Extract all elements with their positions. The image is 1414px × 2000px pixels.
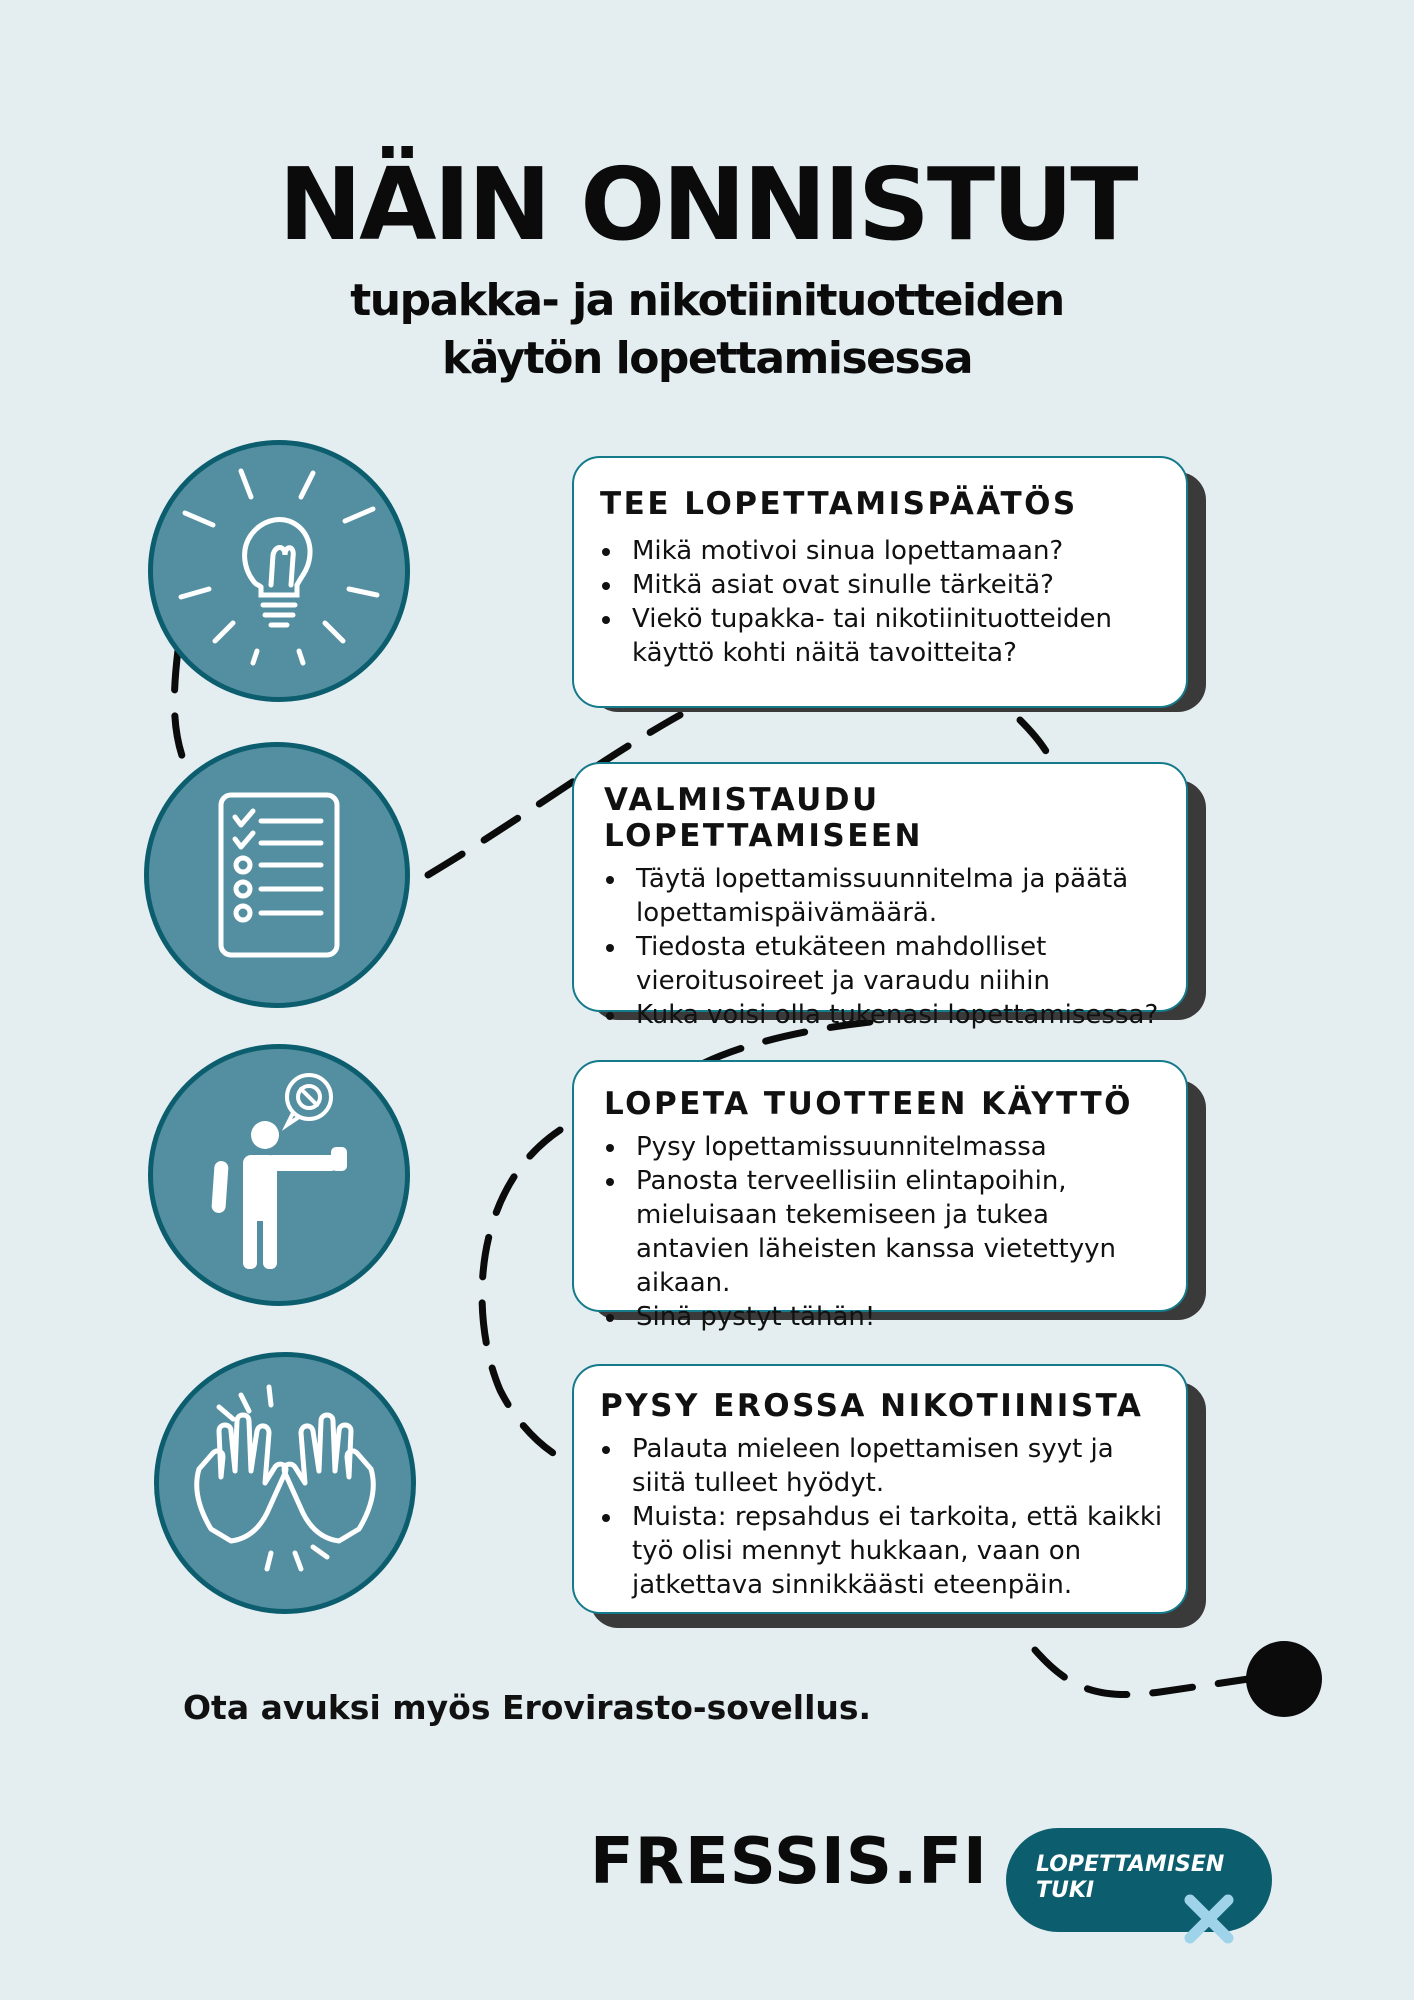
step-3-circle <box>148 1044 410 1306</box>
step-4-heading: PYSY EROSSA NIKOTIINISTA <box>600 1388 1144 1424</box>
page-title: NÄIN ONNISTUT <box>278 146 1136 263</box>
fressis-logo[interactable]: FRESSIS.FI <box>590 1825 988 1899</box>
step-2-card <box>572 762 1188 1030</box>
step-2-bullet-3: • Kuka voisi olla tukenasi lopettamisessa? <box>628 998 1162 1032</box>
step-3-bullet-2: • Panosta terveellisiin elintapoihin, mieluisaan tekemiseen ja tukea antavien läheisten kanssa vietettyyn aikaan. <box>628 1164 1168 1300</box>
person-refusing-icon <box>153 1049 405 1301</box>
step-4-card <box>572 1364 1188 1614</box>
step-1-bullet-3: • Viekö tupakka- tai nikotiinituotteiden käyttö kohti näitä tavoitteita? <box>624 602 1162 670</box>
step-3-card <box>572 1060 1188 1332</box>
step-3-heading: LOPETA TUOTTEEN KÄYTTÖ <box>604 1086 1134 1122</box>
step-1-card <box>572 456 1188 708</box>
step-4-list <box>600 1432 1164 1602</box>
x-mark-icon <box>1180 1890 1240 1950</box>
badge-line-1: LOPETTAMISEN <box>1036 1852 1225 1877</box>
checklist-icon <box>149 747 405 1003</box>
step-4-bullet-1: • Palauta mieleen lopettamisen syyt ja siitä tulleet hyödyt. <box>624 1432 1164 1500</box>
badge-line-2: TUKI <box>1036 1878 1095 1903</box>
step-4-circle <box>154 1352 416 1614</box>
lightbulb-icon <box>153 445 405 697</box>
step-2-bullet-1: • Täytä lopettamissuunnitelma ja päätä lopettamispäivämäärä. <box>628 862 1162 930</box>
app-recommendation: Ota avuksi myös Erovirasto-sovellus. <box>183 1688 872 1727</box>
step-1-heading: TEE LOPETTAMISPÄÄTÖS <box>600 486 1078 522</box>
step-3-bullet-3: • Sinä pystyt tähän! <box>628 1300 1168 1334</box>
step-2-circle <box>144 742 410 1008</box>
step-1-list <box>600 534 1162 670</box>
step-2-bullet-2: • Tiedosta etukäteen mahdolliset vieroitusoireet ja varaudu niihin <box>628 930 1162 998</box>
step-1-circle <box>148 440 410 702</box>
high-five-icon <box>159 1357 411 1609</box>
step-2-heading: VALMISTAUDU LOPETTAMISEEN <box>604 782 923 854</box>
subtitle-line-1: tupakka- ja nikotiinituotteiden <box>350 275 1064 326</box>
step-1-bullet-2: • Mitkä asiat ovat sinulle tärkeitä? <box>624 568 1162 602</box>
step-2-list <box>604 862 1162 1032</box>
step-1-bullet-1: • Mikä motivoi sinua lopettamaan? <box>624 534 1162 568</box>
path-end-dot <box>1246 1641 1322 1717</box>
step-3-list <box>604 1130 1168 1334</box>
lopettamisen-tuki-badge[interactable] <box>1006 1828 1272 1932</box>
subtitle-line-2: käytön lopettamisessa <box>441 333 973 384</box>
step-4-bullet-2: • Muista: repsahdus ei tarkoita, että kaikki työ olisi mennyt hukkaan, vaan on jatkettava sinnikkäästi eteenpäin. <box>624 1500 1164 1602</box>
step-3-bullet-1: • Pysy lopettamissuunnitelmassa <box>628 1130 1168 1164</box>
